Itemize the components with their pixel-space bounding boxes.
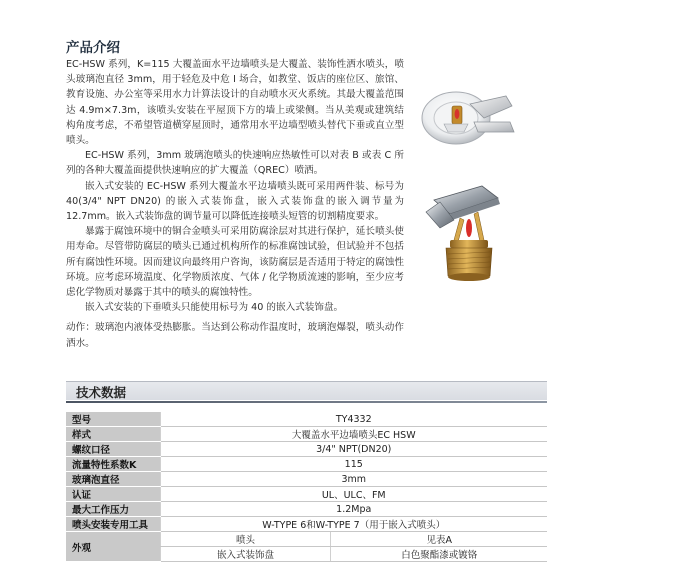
spec-label: 型号 [66,412,160,427]
specs-title: 技术数据 [76,385,127,400]
action-description: 动作：玻璃泡内液体受热膨胀。当达到公称动作温度时，玻璃泡爆裂，喷头动作洒水。 [66,322,404,349]
specs-table [66,412,547,562]
appearance-plate-value: 白色聚酯漆或镀铬 [331,547,547,562]
specs-header [66,381,547,400]
spec-value: TY4332 [160,412,547,427]
spec-label: 螺纹口径 [66,442,160,457]
table-row [66,412,547,427]
spec-label: 喷头安装专用工具 [66,517,160,532]
spec-label: 流量特性系数K [66,457,160,472]
table-row [66,517,547,532]
spec-value: 大覆盖水平边墙喷头EC HSW [160,427,547,442]
appearance-plate-label: 嵌入式装饰盘 [160,547,331,562]
intro-body [66,57,404,351]
table-row [66,442,547,457]
sidewall-sprinkler-image [420,180,515,288]
specs-divider [66,401,547,403]
appearance-head-value: 见表A [331,532,547,547]
table-row [66,457,547,472]
intro-paragraph: 嵌入式安装的下垂喷头只能使用标号为 40 的嵌入式装饰盘。 [85,302,344,314]
spec-label: 认证 [66,487,160,502]
spec-value: W-TYPE 6和W-TYPE 7（用于嵌入式喷头） [160,517,547,532]
spec-label: 样式 [66,427,160,442]
intro-title: 产品介绍 [66,40,120,56]
spec-label: 外观 [66,532,160,562]
table-row [66,532,547,547]
spec-value: 3/4" NPT(DN20) [160,442,547,457]
table-row [66,472,547,487]
table-row [66,487,547,502]
spec-value: 115 [160,457,547,472]
spec-value: 1.2Mpa [160,502,547,517]
table-row [66,502,547,517]
table-row [66,427,547,442]
intro-paragraph: EC-HSW 系列，K=115 大覆盖面水平边墙喷头是大覆盖、装饰性洒水喷头，喷头玻璃泡直径 3mm，用于轻危及中危 I 场合，如教堂、饭店的座位区、旅馆、教育设施、办公室等采用水力计算法设计的自动喷水灭火系统。其最大覆盖范围达 4.9m×7.3m，该喷头安装在平屋顶下方的墙上或梁侧。当从美观或建筑结构角度考虑，不希望管道横穿屋顶时，通常用水平边墙型喷头替代下垂或直立型喷头。 [66,59,404,147]
spec-value: 3mm [160,472,547,487]
sprinkler-escutcheon-image [414,78,524,156]
spec-label: 最大工作压力 [66,502,160,517]
appearance-head-label: 喷头 [160,532,331,547]
intro-paragraph: EC-HSW 系列，3mm 玻璃泡喷头的快速响应热敏性可以对表 B 或表 C 所列的各种大覆盖面提供快速响应的扩大覆盖（QREC）喷洒。 [66,150,404,177]
spec-value: UL、ULC、FM [160,487,547,502]
spec-label: 玻璃泡直径 [66,472,160,487]
intro-paragraph: 暴露于腐蚀环境中的铜合金喷头可采用防腐涂层对其进行保护，延长喷头使用寿命。尽管带防腐层的喷头已通过机构所作的标准腐蚀试验，但试验并不包括所有腐蚀性环境。因而建议向最终用户咨询，该防腐层是否适用于特定的腐蚀性环境。应考虑环境温度、化学物质浓度、气体 / 化学物质流速的影响，至少应考虑化学物质对暴露于其中的喷头的腐蚀特性。 [66,226,404,299]
intro-paragraph: 嵌入式安装的 EC-HSW 系列大覆盖水平边墙喷头既可采用两件装、标号为 40(3/4" NPT DN20) 的嵌入式装饰盘，嵌入式装饰盘的嵌入调节量为 12.7mm。嵌入式装饰盘的调节量可以降低连接喷头短管的切割精度要求。 [66,180,404,223]
